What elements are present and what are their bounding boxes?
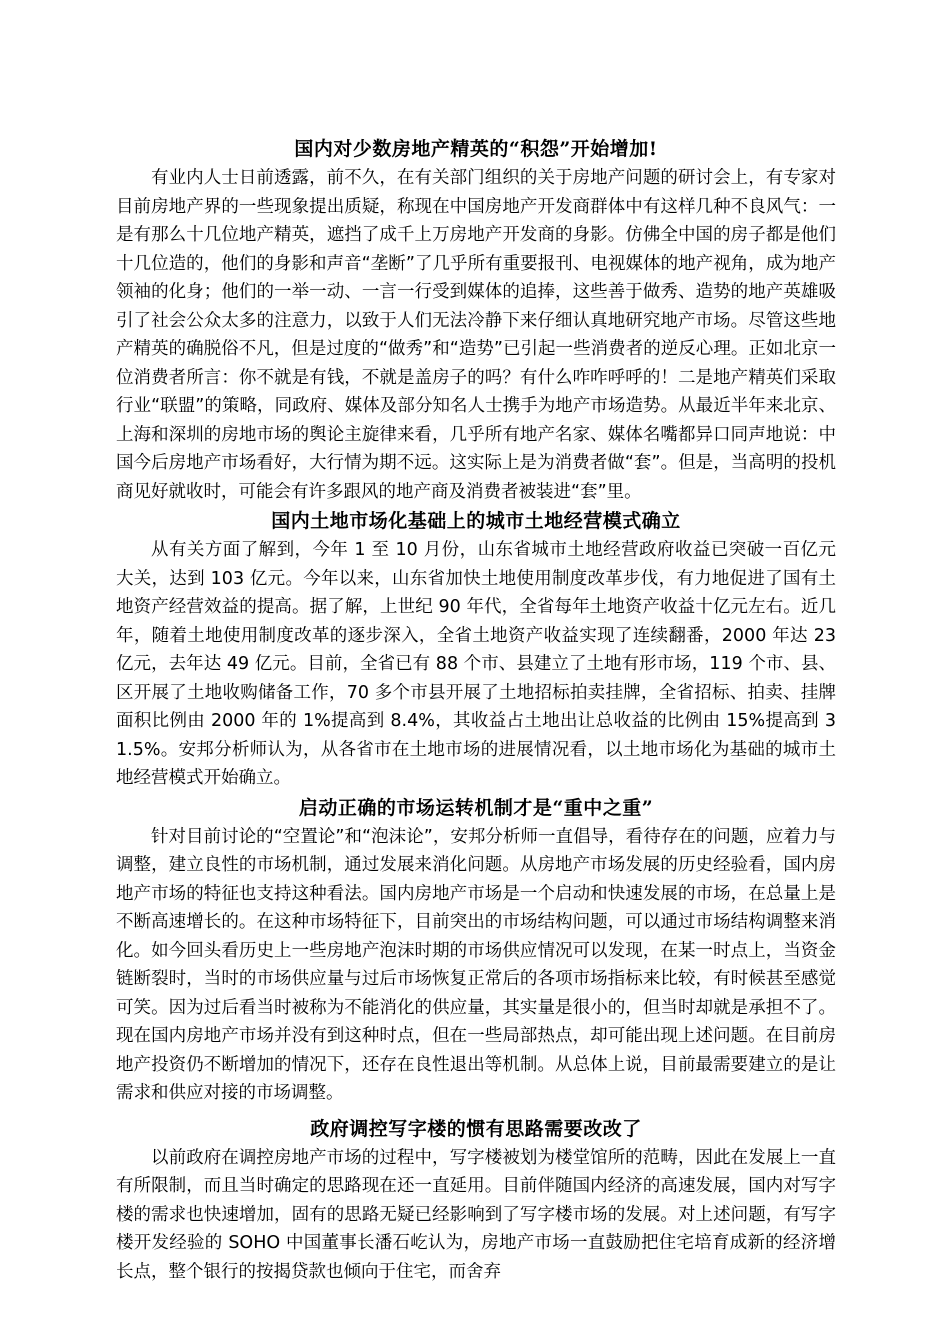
section-title-4: 政府调控写字楼的惯有思路需要改改了 [310, 1117, 642, 1140]
section-title-3: 启动正确的市场运转机制才是“重中之重” [298, 796, 654, 819]
section-title-1: 国内对少数房地产精英的“积怨”开始增加! [294, 138, 658, 160]
section-body-2: 从有关方面了解到，今年 1 至 10 月份，山东省城市土地经营政府收益已突破一百亿元大关，达到 103 亿元。今年以来，山东省加快土地使用制度改革步伐，有力地促进了国有土地资产经营效益的提高。据了解，上世纪 90 年代，全省每年土地资产收益十亿元左右。近几年，随着土地使用制度改革的逐步深入，全省土地资产收益实现了连续翻番，2000 年达 23 亿元，去年达 49 亿元。目前，全省已有 88 个市、县建立了土地有形市场，119 个市、县、区开展了土地收购储备工作，70 多个市县开展了土地招标拍卖挂牌，全省招标、拍卖、挂牌面积比例由 2000 年的 1%提高到 8.4%，其收益占土地出让总收益的比例由 15%提高到 31.5%。安邦分析师认为，从各省市在土地市场的进展情况看，以土地市场化为基础的城市土地经营模式开始确立。 [116, 540, 836, 788]
document-page [116, 134, 836, 1286]
section-body-4: 以前政府在调控房地产市场的过程中，写字楼被划为楼堂馆所的范畴，因此在发展上一直有所限制，而且当时确定的思路现在还一直延用。目前伴随国内经济的高速发展，国内对写字楼的需求也快速增加，固有的思路无疑已经影响到了写字楼市场的发展。对上述问题，有写字楼开发经验的 SOHO 中国董事长潘石屹认为，房地产市场一直鼓励把住宅培育成新的经济增长点，整个银行的按揭贷款也倾向于住宅，而舍弃 [116, 1147, 836, 1282]
section-body-3: 针对目前讨论的“空置论”和“泡沫论”，安邦分析师一直倡导，看待存在的问题，应着力与调整，建立良性的市场机制，通过发展来消化问题。从房地产市场发展的历史经验看，国内房地产市场的特征也支持这种看法。国内房地产市场是一个启动和快速发展的市场，在总量上是不断高速增长的。在这种市场特征下，目前突出的市场结构问题，可以通过市场结构调整来消化。如今回头看历史上一些房地产泡沫时期的市场供应情况可以发现，在某一时点上，当资金链断裂时，当时的市场供应量与过后市场恢复正常后的各项市场指标来比较，有时候甚至感觉可笑。因为过后看当时被称为不能消化的供应量，其实量是很小的，但当时却就是承担不了。现在国内房地产市场并没有到这种时点，但在一些局部热点，却可能出现上述问题。在目前房地产投资仍不断增加的情况下，还存在良性退出等机制。从总体上说，目前最需要建立的是让需求和供应对接的市场调整。 [116, 826, 836, 1103]
section-body-1: 有业内人士日前透露，前不久，在有关部门组织的关于房地产问题的研讨会上，有专家对目前房地产界的一些现象提出质疑，称现在中国房地产开发商群体中有这样几种不良风气：一是有那么十几位地产精英，遮挡了成千上万房地产开发商的身影。仿佛全中国的房子都是他们十几位造的，他们的身影和声音“垄断”了几乎所有重要报刊、电视媒体的地产视角，成为地产领袖的化身；他们的一举一动、一言一行受到媒体的追捧，这些善于做秀、造势的地产英雄吸引了社会公众太多的注意力，以致于人们无法冷静下来仔细认真地研究地产市场。尽管这些地产精英的确脱俗不凡，但是过度的“做秀”和“造势”已引起一些消费者的逆反心理。正如北京一位消费者所言：你不就是有钱，不就是盖房子的吗？有什么咋咋呼呼的！二是地产精英们采取行业“联盟”的策略，同政府、媒体及部分知名人士携手为地产市场造势。从最近半年来北京、上海和深圳的房地市场的舆论主旋律来看，几乎所有地产名家、媒体名嘴都异口同声地说：中国今后房地产市场看好，大行情为期不远。这实际上是为消费者做“套”。但是，当高明的投机商见好就收时，可能会有许多跟风的地产商及消费者被装进“套”里。 [116, 168, 836, 502]
section-title-2: 国内土地市场化基础上的城市土地经营模式确立 [271, 510, 681, 532]
